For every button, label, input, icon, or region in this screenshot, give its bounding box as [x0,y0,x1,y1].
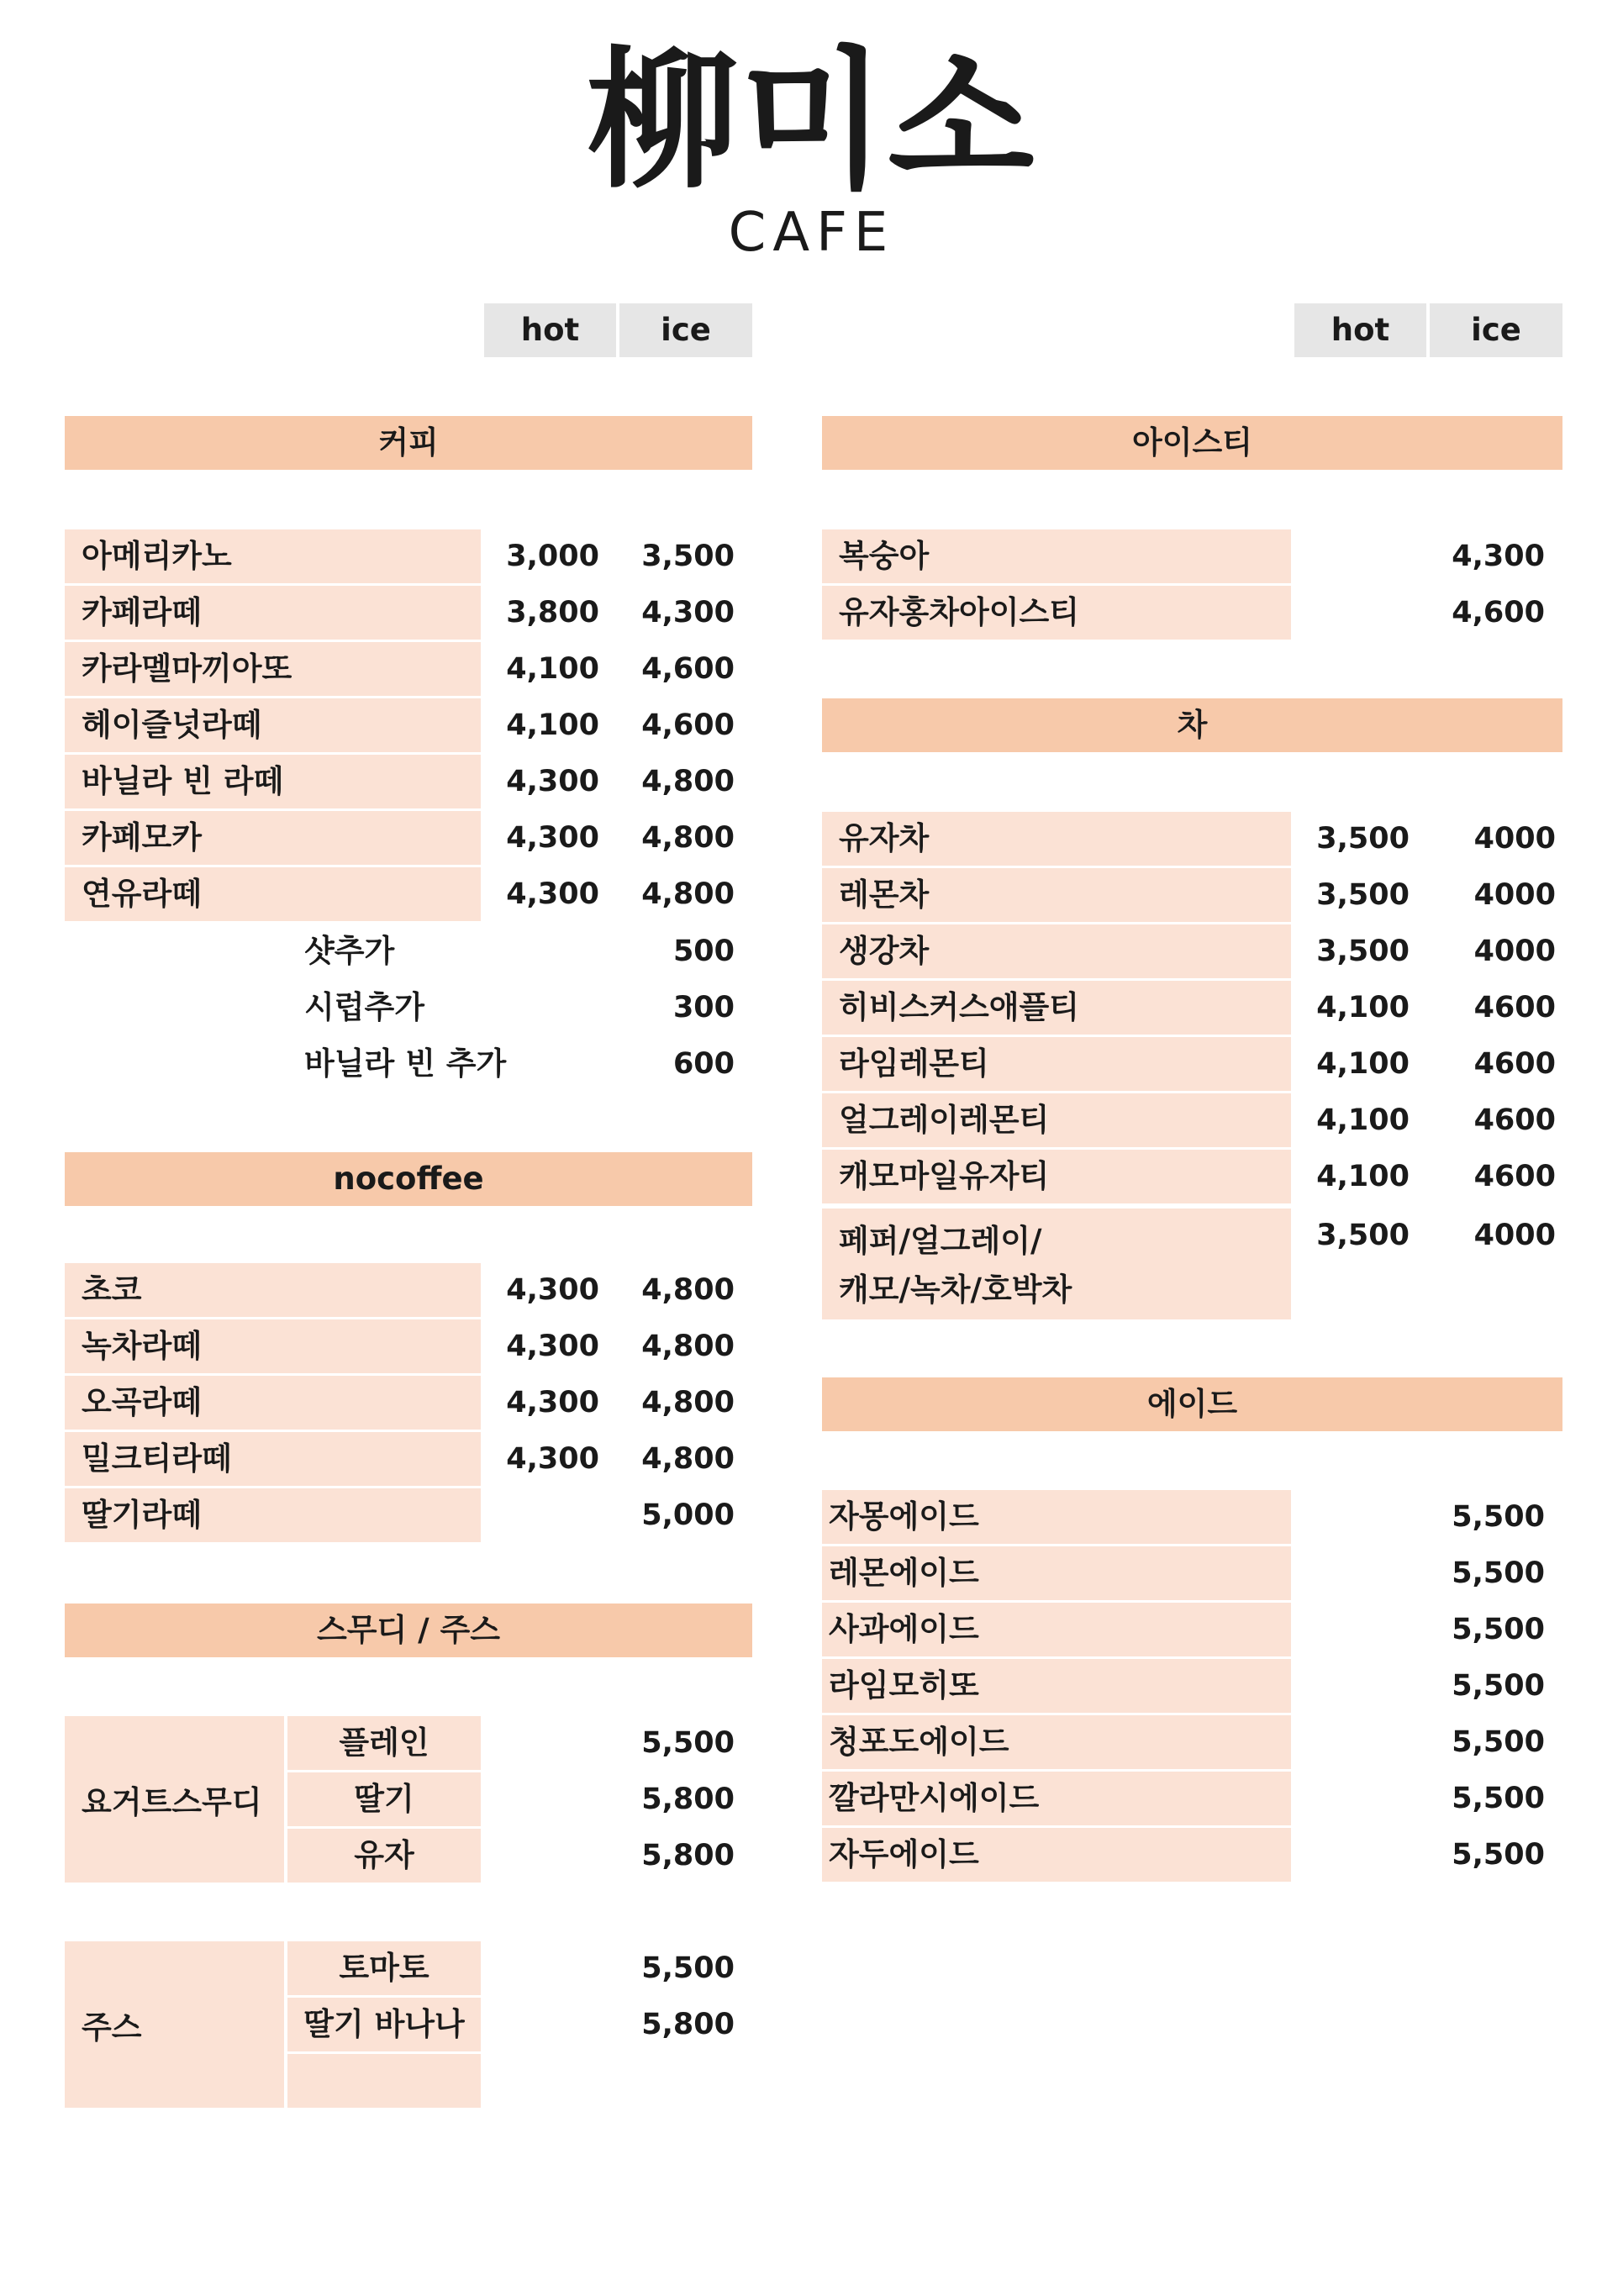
hot-price: 4,300 [506,765,599,798]
section-coffee: 커피 [65,416,752,470]
hot-price: 4,300 [506,1442,599,1476]
menu-item-name: 유자홍차아이스티 [822,586,1291,640]
menu-item-name: 얼그레이레몬티 [822,1093,1291,1147]
juice-flavor: 딸기 바나나 [287,1998,481,2051]
ice-price: 4,800 [641,1442,735,1476]
blend-tea-hot-price: 3,500 [1316,1219,1410,1252]
extra-option-price: 300 [672,991,735,1024]
hot-price: 4,100 [1316,1103,1410,1137]
extra-option-price: 600 [672,1047,735,1081]
menu-item-name: 카라멜마끼아또 [65,642,481,696]
ice-price: 4600 [1473,1103,1556,1137]
ade-price: 5,500 [1452,1500,1545,1534]
ice-price: 4,600 [1452,596,1545,629]
hot-price: 4,100 [1316,1160,1410,1193]
ice-price: 4,800 [641,1273,735,1307]
menu-item-name: 오곡라떼 [65,1376,481,1430]
hot-price: 3,500 [1316,935,1410,968]
left-ice-header: ice [619,303,752,357]
hot-price: 4,300 [506,1386,599,1419]
section-nocoffee: nocoffee [65,1152,752,1206]
ice-price: 4,800 [641,821,735,855]
ice-price: 4,600 [641,708,735,742]
smoothie-flavor: 플레인 [287,1716,481,1770]
extra-option-price: 500 [672,935,735,968]
smoothie-price: 5,800 [641,1839,735,1872]
smoothie-flavor: 딸기 [287,1772,481,1826]
hot-price: 4,300 [506,1330,599,1363]
juice-group: 주스 [65,1941,284,2108]
menu-item-name: 녹차라떼 [65,1319,481,1373]
menu-item-name: 라임레몬티 [822,1037,1291,1091]
extra-option-name: 샷추가 [304,933,395,969]
smoothie-price: 5,800 [641,1783,735,1816]
ice-price: 4,300 [641,596,735,629]
hot-price: 4,100 [506,708,599,742]
right-ice-header: ice [1430,303,1562,357]
menu-item-name: 유자차 [822,812,1291,866]
ice-price: 4600 [1473,991,1556,1024]
menu-item-name: 연유라떼 [65,867,481,921]
extra-option-name: 바닐라 빈 추가 [304,1045,507,1082]
ice-price: 4000 [1473,878,1556,912]
smoothie-flavor: 유자 [287,1829,481,1883]
menu-item-name: 사과에이드 [822,1603,1291,1656]
menu-item-name: 카페모카 [65,811,481,865]
ice-price: 5,000 [641,1498,735,1532]
blend-tea-line2: 캐모/녹차/호박차 [839,1272,1072,1308]
ice-price: 4,800 [641,765,735,798]
yogurt-smoothie-group: 요거트스무디 [65,1716,284,1883]
menu-item-name: 히비스커스애플티 [822,981,1291,1035]
hot-price: 3,800 [506,596,599,629]
ice-price: 4,800 [641,1386,735,1419]
hot-price: 3,500 [1316,878,1410,912]
hot-price [484,1488,599,1542]
ice-price: 4,800 [641,877,735,911]
juice-price: 5,800 [641,2008,735,2041]
menu-item-name: 바닐라 빈 라떼 [65,755,481,808]
hot-price: 4,100 [1316,991,1410,1024]
cafe-logo-subtitle: CAFE [728,202,895,264]
cafe-logo-title: 柳미소 [587,34,1036,209]
hot-price: 4,300 [506,821,599,855]
ade-price: 5,500 [1452,1838,1545,1872]
menu-item-name: 깔라만시에이드 [822,1772,1291,1825]
menu-item-name: 라임모히또 [822,1659,1291,1713]
menu-item-name: 자두에이드 [822,1828,1291,1882]
right-hot-header: hot [1294,303,1426,357]
ade-price: 5,500 [1452,1556,1545,1590]
juice-flavor [287,2054,481,2108]
blend-tea-line1: 페퍼/얼그레이/ [839,1223,1042,1259]
ade-price: 5,500 [1452,1669,1545,1703]
menu-item-name: 레몬차 [822,868,1291,922]
menu-item-name: 복숭아 [822,529,1291,583]
ice-price: 4600 [1473,1160,1556,1193]
juice-price [619,2054,735,2108]
ade-price: 5,500 [1452,1782,1545,1815]
hot-price: 4,100 [1316,1047,1410,1081]
hot-price: 4,100 [506,652,599,686]
section-tea: 차 [822,698,1562,752]
menu-item-name: 아메리카노 [65,529,481,583]
section-ade: 에이드 [822,1377,1562,1431]
menu-item-name: 밀크티라떼 [65,1432,481,1486]
menu-item-name: 캐모마일유자티 [822,1150,1291,1203]
menu-item-name: 자몽에이드 [822,1490,1291,1544]
blend-tea-ice-price: 4000 [1473,1219,1556,1252]
smoothie-price: 5,500 [641,1726,735,1760]
ade-price: 5,500 [1452,1613,1545,1646]
section-icetea: 아이스티 [822,416,1562,470]
juice-flavor: 토마토 [287,1941,481,1995]
extra-option-name: 시럽추가 [304,989,424,1025]
juice-price: 5,500 [641,1951,735,1985]
menu-item-name: 딸기라떼 [65,1488,481,1542]
menu-item-name: 초코 [65,1263,481,1317]
ice-price: 3,500 [641,540,735,573]
ice-price: 4,800 [641,1330,735,1363]
hot-price: 3,000 [506,540,599,573]
hot-price: 3,500 [1316,822,1410,856]
ice-price: 4600 [1473,1047,1556,1081]
menu-item-blend-tea [822,1209,1291,1319]
menu-item-name: 레몬에이드 [822,1546,1291,1600]
menu-item-name: 청포도에이드 [822,1715,1291,1769]
hot-price: 4,300 [506,1273,599,1307]
ice-price: 4,300 [1452,540,1545,573]
menu-item-name: 생강차 [822,924,1291,978]
ice-price: 4000 [1473,935,1556,968]
hot-price: 4,300 [506,877,599,911]
ade-price: 5,500 [1452,1725,1545,1759]
menu-item-name: 헤이즐넛라떼 [65,698,481,752]
ice-price: 4000 [1473,822,1556,856]
left-hot-header: hot [484,303,616,357]
ice-price: 4,600 [641,652,735,686]
section-smoothie-juice: 스무디 / 주스 [65,1604,752,1657]
menu-item-name: 카페라떼 [65,586,481,640]
